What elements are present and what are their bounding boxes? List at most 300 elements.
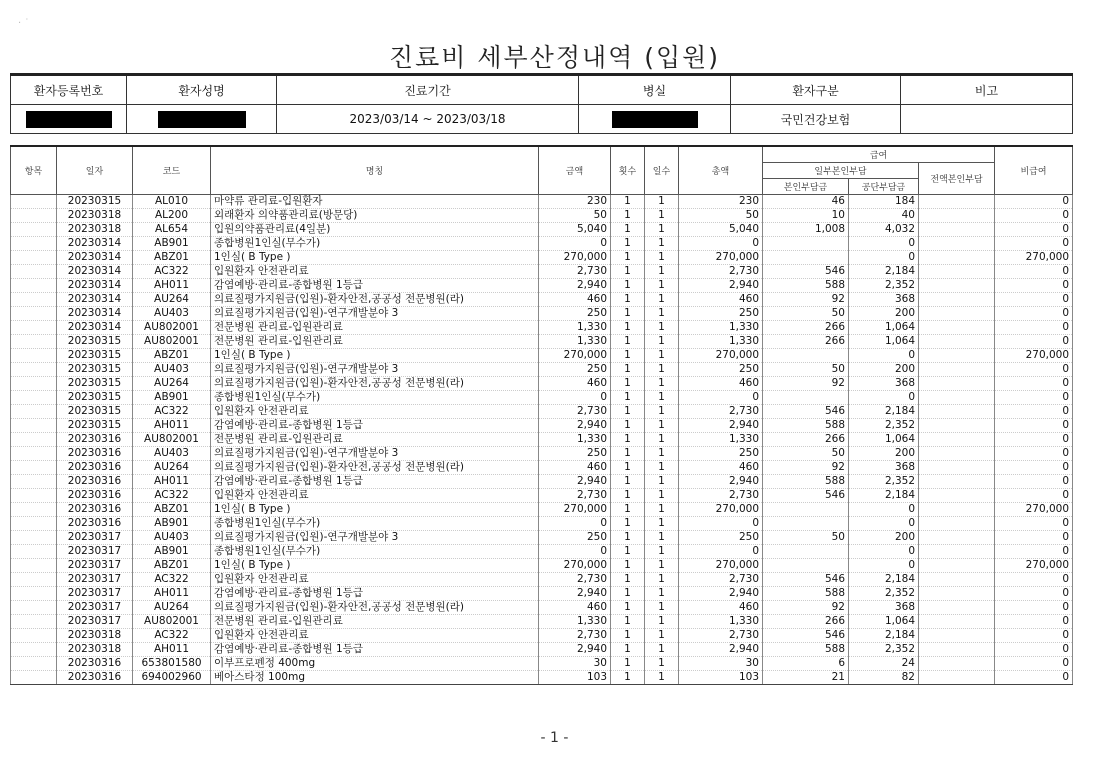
total-cell: 0: [679, 517, 763, 531]
date-cell: 20230316: [57, 489, 133, 503]
noncovered-cell: 0: [995, 307, 1073, 321]
code-cell: AH011: [133, 279, 211, 293]
count-cell: 1: [611, 657, 645, 671]
name-cell: 1인실( B Type ): [211, 251, 539, 265]
redaction-bar: [26, 111, 112, 128]
noncovered-cell: 0: [995, 293, 1073, 307]
full-patient-cell: [919, 587, 995, 601]
amount-cell: 2,730: [539, 573, 611, 587]
full-patient-cell: [919, 251, 995, 265]
full-patient-cell: [919, 461, 995, 475]
count-cell: 1: [611, 461, 645, 475]
insurer-share-cell: 0: [849, 251, 919, 265]
count-cell: 1: [611, 335, 645, 349]
count-cell: 1: [611, 293, 645, 307]
full-patient-cell: [919, 279, 995, 293]
code-cell: 653801580: [133, 657, 211, 671]
item-cell: [11, 377, 57, 391]
date-cell: 20230314: [57, 265, 133, 279]
days-cell: 1: [645, 587, 679, 601]
amount-cell: 2,730: [539, 265, 611, 279]
item-cell: [11, 615, 57, 629]
code-cell: AB901: [133, 237, 211, 251]
insurer-share-cell: 1,064: [849, 335, 919, 349]
code-cell: AC322: [133, 573, 211, 587]
patient-share-cell: 50: [763, 307, 849, 321]
count-cell: 1: [611, 629, 645, 643]
amount-cell: 1,330: [539, 321, 611, 335]
date-cell: 20230318: [57, 643, 133, 657]
insurer-share-cell: 368: [849, 377, 919, 391]
full-patient-cell: [919, 559, 995, 573]
col-insurer-share: 공단부담금: [849, 179, 919, 195]
total-cell: 103: [679, 671, 763, 685]
amount-cell: 103: [539, 671, 611, 685]
noncovered-cell: 0: [995, 517, 1073, 531]
amount-cell: 270,000: [539, 503, 611, 517]
name-cell: 의료질평가지원금(입원)-연구개발분야 3: [211, 447, 539, 461]
table-row: [11, 209, 1073, 223]
amount-cell: 30: [539, 657, 611, 671]
amount-cell: 50: [539, 209, 611, 223]
code-cell: AU403: [133, 363, 211, 377]
days-cell: 1: [645, 671, 679, 685]
full-patient-cell: [919, 363, 995, 377]
amount-cell: 1,330: [539, 335, 611, 349]
total-cell: 2,730: [679, 405, 763, 419]
insurer-share-cell: 2,352: [849, 419, 919, 433]
code-cell: AH011: [133, 419, 211, 433]
full-patient-cell: [919, 195, 995, 209]
count-cell: 1: [611, 279, 645, 293]
scan-speck: · ˙: [18, 18, 30, 29]
total-cell: 1,330: [679, 335, 763, 349]
date-cell: 20230314: [57, 293, 133, 307]
label-patient-name: 환자성명: [127, 75, 277, 105]
total-cell: 270,000: [679, 349, 763, 363]
date-cell: 20230316: [57, 517, 133, 531]
noncovered-cell: 270,000: [995, 251, 1073, 265]
item-cell: [11, 503, 57, 517]
count-cell: 1: [611, 209, 645, 223]
total-cell: 0: [679, 237, 763, 251]
patient-share-cell: 1,008: [763, 223, 849, 237]
patient-share-cell: 46: [763, 195, 849, 209]
total-cell: 460: [679, 461, 763, 475]
item-cell: [11, 195, 57, 209]
table-row: [11, 265, 1073, 279]
name-cell: 입원환자 안전관리료: [211, 629, 539, 643]
full-patient-cell: [919, 503, 995, 517]
label-registration-no: 환자등록번호: [11, 75, 127, 105]
item-cell: [11, 405, 57, 419]
noncovered-cell: 0: [995, 643, 1073, 657]
amount-cell: 460: [539, 601, 611, 615]
total-cell: 2,940: [679, 643, 763, 657]
col-full-patient: 전액본인부담: [919, 163, 995, 195]
insurer-share-cell: 24: [849, 657, 919, 671]
date-cell: 20230314: [57, 251, 133, 265]
total-cell: 250: [679, 447, 763, 461]
item-cell: [11, 419, 57, 433]
amount-cell: 0: [539, 545, 611, 559]
patient-share-cell: 92: [763, 293, 849, 307]
insurer-share-cell: 2,184: [849, 573, 919, 587]
patient-share-cell: 266: [763, 335, 849, 349]
days-cell: 1: [645, 223, 679, 237]
insurer-share-cell: 200: [849, 447, 919, 461]
item-cell: [11, 363, 57, 377]
amount-cell: 5,040: [539, 223, 611, 237]
total-cell: 1,330: [679, 615, 763, 629]
col-date: 일자: [57, 146, 133, 195]
days-cell: 1: [645, 265, 679, 279]
amount-cell: 2,730: [539, 405, 611, 419]
full-patient-cell: [919, 475, 995, 489]
col-covered: 급여: [763, 146, 995, 163]
amount-cell: 0: [539, 391, 611, 405]
full-patient-cell: [919, 573, 995, 587]
patient-share-cell: [763, 503, 849, 517]
total-cell: 5,040: [679, 223, 763, 237]
insurer-share-cell: 2,352: [849, 587, 919, 601]
date-cell: 20230317: [57, 615, 133, 629]
table-row: [11, 545, 1073, 559]
patient-share-cell: 546: [763, 405, 849, 419]
days-cell: 1: [645, 209, 679, 223]
days-cell: 1: [645, 629, 679, 643]
insurer-share-cell: 200: [849, 307, 919, 321]
date-cell: 20230318: [57, 209, 133, 223]
name-cell: 전문병원 관리료-입원관리료: [211, 615, 539, 629]
insurer-share-cell: 2,352: [849, 475, 919, 489]
amount-cell: 250: [539, 531, 611, 545]
name-cell: 입원환자 안전관리료: [211, 265, 539, 279]
count-cell: 1: [611, 573, 645, 587]
table-row: [11, 349, 1073, 363]
amount-cell: 2,940: [539, 419, 611, 433]
item-cell: [11, 307, 57, 321]
amount-cell: 0: [539, 517, 611, 531]
noncovered-cell: 0: [995, 475, 1073, 489]
table-row: [11, 335, 1073, 349]
days-cell: 1: [645, 293, 679, 307]
insurer-share-cell: 368: [849, 461, 919, 475]
full-patient-cell: [919, 307, 995, 321]
noncovered-cell: 0: [995, 545, 1073, 559]
days-cell: 1: [645, 195, 679, 209]
date-cell: 20230316: [57, 657, 133, 671]
days-cell: 1: [645, 279, 679, 293]
patient-share-cell: 588: [763, 643, 849, 657]
count-cell: 1: [611, 405, 645, 419]
name-cell: 감염예방·관리료-종합병원 1등급: [211, 475, 539, 489]
amount-cell: 0: [539, 237, 611, 251]
code-cell: AC322: [133, 405, 211, 419]
days-cell: 1: [645, 475, 679, 489]
days-cell: 1: [645, 321, 679, 335]
code-cell: 694002960: [133, 671, 211, 685]
total-cell: 2,730: [679, 489, 763, 503]
name-cell: 종합병원1인실(무수가): [211, 237, 539, 251]
amount-cell: 2,940: [539, 279, 611, 293]
date-cell: 20230318: [57, 223, 133, 237]
item-cell: [11, 335, 57, 349]
noncovered-cell: 0: [995, 615, 1073, 629]
name-cell: 감염예방·관리료-종합병원 1등급: [211, 587, 539, 601]
item-cell: [11, 321, 57, 335]
table-row: [11, 293, 1073, 307]
code-cell: AH011: [133, 587, 211, 601]
insurer-share-cell: 200: [849, 363, 919, 377]
days-cell: 1: [645, 461, 679, 475]
full-patient-cell: [919, 209, 995, 223]
noncovered-cell: 270,000: [995, 559, 1073, 573]
code-cell: AL654: [133, 223, 211, 237]
total-cell: 250: [679, 363, 763, 377]
item-cell: [11, 657, 57, 671]
patient-share-cell: 588: [763, 587, 849, 601]
total-cell: 270,000: [679, 251, 763, 265]
patient-share-cell: [763, 517, 849, 531]
col-item: 항목: [11, 146, 57, 195]
code-cell: AU264: [133, 601, 211, 615]
item-cell: [11, 643, 57, 657]
full-patient-cell: [919, 601, 995, 615]
count-cell: 1: [611, 643, 645, 657]
days-cell: 1: [645, 559, 679, 573]
insurer-share-cell: 0: [849, 349, 919, 363]
noncovered-cell: 0: [995, 461, 1073, 475]
patient-share-cell: 546: [763, 489, 849, 503]
count-cell: 1: [611, 545, 645, 559]
total-cell: 250: [679, 531, 763, 545]
date-cell: 20230317: [57, 559, 133, 573]
noncovered-cell: 0: [995, 419, 1073, 433]
patient-share-cell: 546: [763, 629, 849, 643]
amount-cell: 2,940: [539, 475, 611, 489]
days-cell: 1: [645, 419, 679, 433]
code-cell: AU264: [133, 461, 211, 475]
table-row: [11, 237, 1073, 251]
date-cell: 20230316: [57, 433, 133, 447]
days-cell: 1: [645, 615, 679, 629]
insurer-share-cell: 0: [849, 517, 919, 531]
full-patient-cell: [919, 447, 995, 461]
date-cell: 20230315: [57, 405, 133, 419]
full-patient-cell: [919, 265, 995, 279]
amount-cell: 1,330: [539, 433, 611, 447]
total-cell: 2,940: [679, 587, 763, 601]
days-cell: 1: [645, 531, 679, 545]
name-cell: 종합병원1인실(무수가): [211, 517, 539, 531]
full-patient-cell: [919, 349, 995, 363]
total-cell: 270,000: [679, 559, 763, 573]
amount-cell: 270,000: [539, 349, 611, 363]
noncovered-cell: 0: [995, 321, 1073, 335]
days-cell: 1: [645, 335, 679, 349]
amount-cell: 250: [539, 363, 611, 377]
col-total: 총액: [679, 146, 763, 195]
days-cell: 1: [645, 391, 679, 405]
noncovered-cell: 0: [995, 223, 1073, 237]
days-cell: 1: [645, 545, 679, 559]
amount-cell: 2,730: [539, 629, 611, 643]
patient-share-cell: 10: [763, 209, 849, 223]
count-cell: 1: [611, 265, 645, 279]
date-cell: 20230315: [57, 363, 133, 377]
amount-cell: 270,000: [539, 251, 611, 265]
noncovered-cell: 0: [995, 489, 1073, 503]
days-cell: 1: [645, 405, 679, 419]
noncovered-cell: 0: [995, 671, 1073, 685]
full-patient-cell: [919, 615, 995, 629]
full-patient-cell: [919, 629, 995, 643]
col-days: 일수: [645, 146, 679, 195]
table-row: [11, 447, 1073, 461]
code-cell: AB901: [133, 391, 211, 405]
code-cell: AU802001: [133, 433, 211, 447]
redaction-bar: [612, 111, 698, 128]
insurer-share-cell: 2,184: [849, 265, 919, 279]
item-cell: [11, 489, 57, 503]
insurer-share-cell: 368: [849, 293, 919, 307]
noncovered-cell: 0: [995, 391, 1073, 405]
code-cell: ABZ01: [133, 251, 211, 265]
noncovered-cell: 0: [995, 573, 1073, 587]
date-cell: 20230315: [57, 377, 133, 391]
full-patient-cell: [919, 671, 995, 685]
name-cell: 1인실( B Type ): [211, 349, 539, 363]
table-row: [11, 223, 1073, 237]
table-row: [11, 629, 1073, 643]
code-cell: AH011: [133, 643, 211, 657]
amount-cell: 250: [539, 307, 611, 321]
noncovered-cell: 0: [995, 531, 1073, 545]
total-cell: 2,730: [679, 265, 763, 279]
insurer-share-cell: 0: [849, 503, 919, 517]
item-cell: [11, 279, 57, 293]
amount-cell: 1,330: [539, 615, 611, 629]
patient-share-cell: 546: [763, 573, 849, 587]
code-cell: AB901: [133, 545, 211, 559]
name-cell: 종합병원1인실(무수가): [211, 391, 539, 405]
name-cell: 전문병원 관리료-입원관리료: [211, 433, 539, 447]
count-cell: 1: [611, 517, 645, 531]
total-cell: 250: [679, 307, 763, 321]
item-cell: [11, 237, 57, 251]
count-cell: 1: [611, 615, 645, 629]
noncovered-cell: 0: [995, 405, 1073, 419]
full-patient-cell: [919, 657, 995, 671]
item-cell: [11, 265, 57, 279]
code-cell: AH011: [133, 475, 211, 489]
total-cell: 30: [679, 657, 763, 671]
days-cell: 1: [645, 433, 679, 447]
patient-share-cell: 50: [763, 531, 849, 545]
name-cell: 의료질평가지원금(입원)-환자안전,공공성 전문병원(라): [211, 461, 539, 475]
count-cell: 1: [611, 321, 645, 335]
count-cell: 1: [611, 307, 645, 321]
patient-share-cell: [763, 237, 849, 251]
col-name: 명칭: [211, 146, 539, 195]
insurer-share-cell: 82: [849, 671, 919, 685]
patient-share-cell: [763, 391, 849, 405]
item-cell: [11, 587, 57, 601]
code-cell: AL200: [133, 209, 211, 223]
insurer-share-cell: 0: [849, 237, 919, 251]
name-cell: 의료질평가지원금(입원)-환자안전,공공성 전문병원(라): [211, 377, 539, 391]
patient-share-cell: 92: [763, 377, 849, 391]
code-cell: AC322: [133, 265, 211, 279]
table-row: [11, 587, 1073, 601]
insurer-share-cell: 368: [849, 601, 919, 615]
noncovered-cell: 270,000: [995, 503, 1073, 517]
count-cell: 1: [611, 195, 645, 209]
date-cell: 20230314: [57, 321, 133, 335]
amount-cell: 2,730: [539, 489, 611, 503]
col-noncovered: 비급여: [995, 146, 1073, 195]
patient-name-value: [127, 105, 277, 134]
days-cell: 1: [645, 349, 679, 363]
insurer-share-cell: 2,352: [849, 279, 919, 293]
col-code: 코드: [133, 146, 211, 195]
table-row: [11, 391, 1073, 405]
name-cell: 베아스타정 100mg: [211, 671, 539, 685]
patient-share-cell: 21: [763, 671, 849, 685]
name-cell: 이부프로펜정 400mg: [211, 657, 539, 671]
code-cell: AB901: [133, 517, 211, 531]
name-cell: 의료질평가지원금(입원)-연구개발분야 3: [211, 531, 539, 545]
table-row: [11, 363, 1073, 377]
item-cell: [11, 447, 57, 461]
table-row: [11, 307, 1073, 321]
count-cell: 1: [611, 391, 645, 405]
table-row: [11, 643, 1073, 657]
table-row: [11, 517, 1073, 531]
patient-share-cell: 92: [763, 461, 849, 475]
patient-type-value: 국민건강보험: [731, 105, 901, 134]
table-row: [11, 405, 1073, 419]
insurer-share-cell: 2,184: [849, 629, 919, 643]
table-row: [11, 531, 1073, 545]
item-cell: [11, 531, 57, 545]
count-cell: 1: [611, 587, 645, 601]
insurer-share-cell: 0: [849, 559, 919, 573]
code-cell: ABZ01: [133, 503, 211, 517]
table-row: [11, 657, 1073, 671]
name-cell: 감염예방·관리료-종합병원 1등급: [211, 643, 539, 657]
name-cell: 의료질평가지원금(입원)-환자안전,공공성 전문병원(라): [211, 601, 539, 615]
count-cell: 1: [611, 363, 645, 377]
full-patient-cell: [919, 391, 995, 405]
patient-share-cell: 266: [763, 615, 849, 629]
patient-share-cell: 266: [763, 321, 849, 335]
full-patient-cell: [919, 237, 995, 251]
insurer-share-cell: 184: [849, 195, 919, 209]
noncovered-cell: 0: [995, 657, 1073, 671]
noncovered-cell: 0: [995, 433, 1073, 447]
code-cell: AL010: [133, 195, 211, 209]
full-patient-cell: [919, 643, 995, 657]
days-cell: 1: [645, 237, 679, 251]
charge-detail-table: [10, 145, 1073, 685]
name-cell: 감염예방·관리료-종합병원 1등급: [211, 279, 539, 293]
full-patient-cell: [919, 419, 995, 433]
table-row: [11, 419, 1073, 433]
date-cell: 20230316: [57, 447, 133, 461]
noncovered-cell: 0: [995, 629, 1073, 643]
